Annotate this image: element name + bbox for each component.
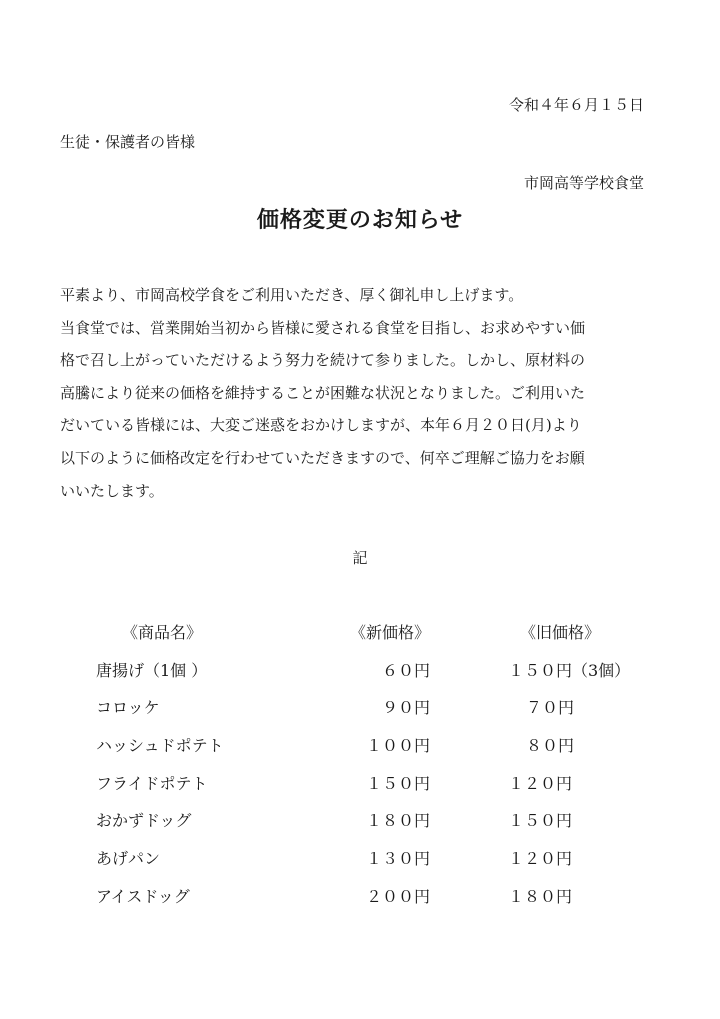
new-price: １３０円: [365, 849, 430, 869]
old-price: １２０円: [508, 849, 573, 869]
body-line: 平素より、市岡高校学食をご利用いただき、厚く御礼申し上げます。: [60, 286, 524, 304]
new-price: １００円: [365, 736, 430, 756]
header-new-price: 《新価格》: [350, 623, 431, 642]
item-name: ハッシュドポテト: [96, 736, 224, 756]
new-price: １８０円: [365, 811, 430, 831]
new-price: ６０円: [381, 660, 430, 680]
old-price: １８０円: [508, 886, 573, 906]
table-row: [0, 695, 720, 733]
sender: 市岡高等学校食堂: [523, 174, 644, 192]
item-name: あげパン: [96, 849, 161, 869]
addressee: 生徒・保護者の皆様: [60, 133, 196, 151]
old-price: １５０円: [508, 811, 573, 831]
header-old-price: 《旧価格》: [520, 623, 601, 642]
table-header: [0, 620, 720, 658]
item-name: アイスドッグ: [96, 886, 190, 906]
table-row: [0, 808, 720, 846]
notice-date: 令和４年６月１５日: [508, 96, 644, 114]
price-table: [0, 620, 720, 922]
old-price: １２０円: [508, 773, 573, 793]
body-line: 格で召し上がっていただけるよう努力を続けて参りました。しかし、原材料の: [60, 351, 586, 370]
table-row: [0, 658, 720, 696]
table-row: [0, 771, 720, 809]
old-price: ８０円: [526, 736, 575, 756]
old-price: ７０円: [526, 698, 575, 718]
body-line: 当食堂では、営業開始当初から皆様に愛される食堂を目指し、お求めやすい価: [60, 318, 586, 337]
new-price: １５０円: [365, 773, 430, 793]
old-price: １５０円（3個）: [508, 660, 631, 680]
body-line: だいている皆様には、大変ご迷惑をおかけしますが、本年６月２０日(月)より: [60, 416, 582, 435]
body-line: 以下のように価格改定を行わせていただきますので、何卒ご理解ご協力をお願: [60, 448, 585, 467]
body-line: 高騰により従来の価格を維持することが困難な状況となりました。ご利用いた: [60, 383, 586, 402]
ki-heading: 記: [352, 549, 368, 567]
item-name: フライドポテト: [96, 773, 208, 793]
table-row: [0, 884, 720, 922]
item-name: おかずドッグ: [96, 811, 192, 831]
notice-body: [60, 279, 660, 507]
item-name: コロッケ: [96, 698, 160, 718]
new-price: ２００円: [365, 886, 430, 906]
header-name: 《商品名》: [122, 623, 203, 642]
table-row: [0, 846, 720, 884]
item-name: 唐揚げ（1個 ）: [96, 660, 208, 680]
notice-title: 価格変更のお知らせ: [256, 207, 464, 233]
table-row: [0, 733, 720, 771]
new-price: ９０円: [381, 698, 430, 718]
body-line: いいたします。: [60, 481, 164, 500]
